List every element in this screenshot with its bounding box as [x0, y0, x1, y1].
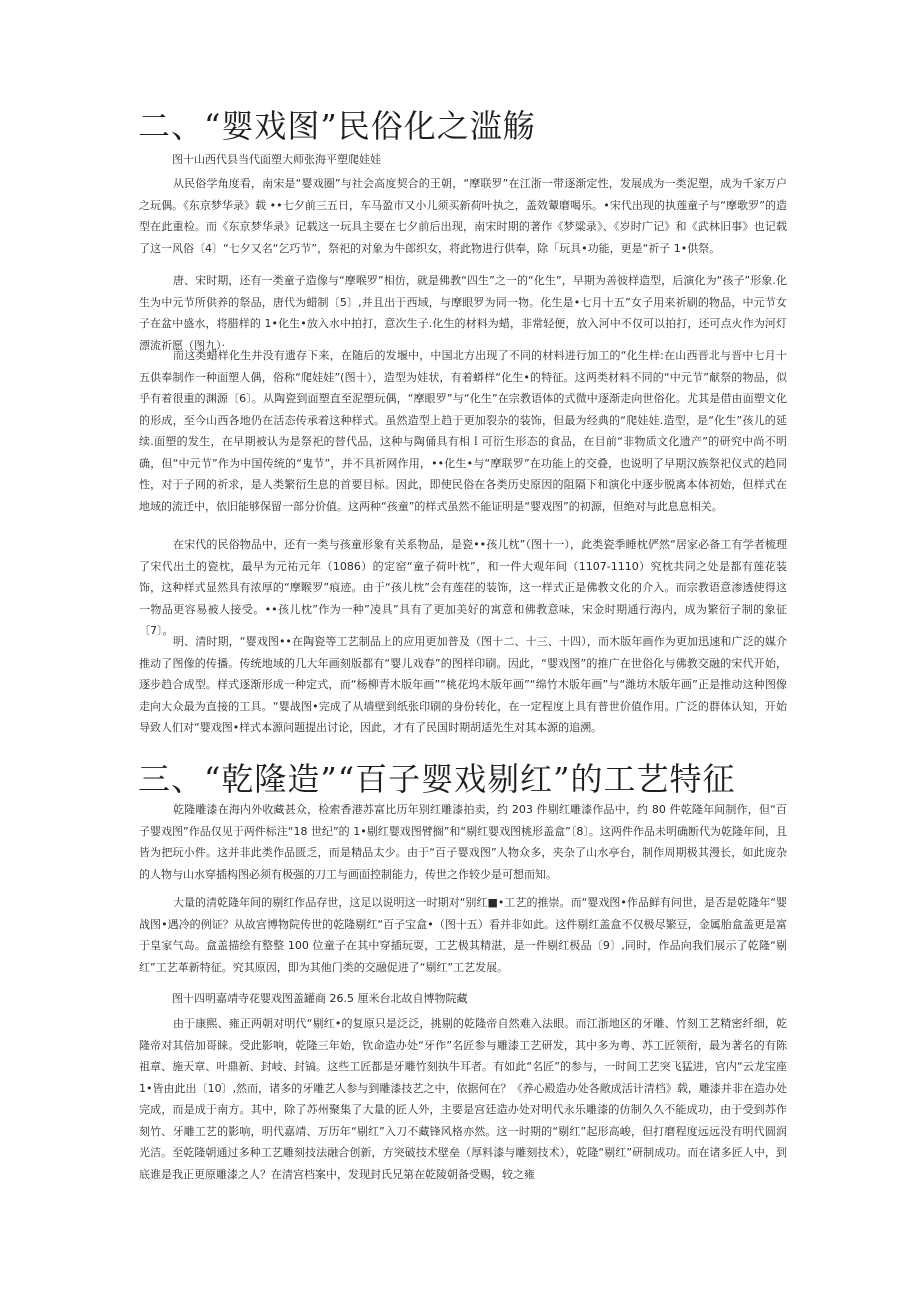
- figure-14-caption: 图十四明嘉靖寺花婴戏图盖罐商 26.5 厘米台北故自博物院藏: [172, 992, 468, 1005]
- section-2-paragraph-1: 从民俗学角度看，南宋是“婴戏圈”与社会高度契合的王朝，“摩联罗”在江浙一带逐渐定性，发展成为一类泥塑，成为千家万户之玩偶。《东京梦华录》载 ••七夕前三五日，车马盈市又小儿须买新荷叶执之，盖效颦磨喝乐。•宋代出现的执莲童子与“摩歌罗”的造型在此重检。而《东京梦华录》记载这一玩具主要在七夕前后出现，南宋时期的著作《梦粱录》、《岁时广记》和《武林旧事》也记载了这一风俗〔4〕“七夕又名“乞巧节”，祭祀的对象为牛郎织女，将此物进行供奉，除「玩具•功能，更是“祈子 1•供祭。: [139, 177, 787, 255]
- figure-10-caption: 图十山西代县当代面塑大师张海平塑爬娃娃: [172, 153, 381, 166]
- section-2-paragraph-4: 在宋代的民俗物品中，还有一类与孩童形象有关系物品，是瓷••孩儿枕”（图十一），此类瓷季睡枕俨然“居家必备工有学者梳理了宋代出土的瓷枕，最早为元祐元年（1086）的定窑“童子荷叶枕”，和一件大观年间（1107-1110）究枕共同之处是都有莲花装饰，这种样式显然具有浓厚的“摩睺罗”痕迹。由于“孩儿枕”会有莲荏的装饰，这一样式正是佛教文化的介入。而宗教语意渗透使得这一物品更容易被人接受。••孩儿枕”作为一种”凌具”具有了更加美好的寓意和佛教意味，宋金时期通行海内，成为繁衍子制的象征〔7〕。: [139, 538, 787, 637]
- section-2-paragraph-2: 唐、宋时期，还有一类童子造像与“摩喉罗”相仿，就是佛教“四生”之一的“化生”，早期为善彼样造型，后演化为“孩子”形象.化生为中元节所供养的祭品，唐代为蜡制〔5〕,并且出于西域，与摩眼罗为同一物。化生是•七月十五”女子用来祈刷的物品，中元节女子在盆中盛水，将腊样的 1•化生•放入水中拍打，意次生子.化生的材料为蜡，非常轻便，放入河中不仅可以拍打，还可点火作为河灯漂流祈愿（图九）·: [139, 274, 787, 352]
- section-3-paragraph-2: 大量的清乾隆年间的剔红作品存世，这足以说明这一时期对“别红■•工艺的推崇。而“婴戏图•作品鲜有问世，是否是乾隆年“婴战图•遇冷的例证？从故宫博物院传世的乾隆剔红“百子宝盒•（图十五）看并非如此。这件剔红盖盒不仅极尽繁豆，金属胎盒盖更是富于皇家气岛。盒盖描绘有整整 100 位童子在其中穿插玩耍，工艺极其精湛，是一件剔红极品〔9〕,同时，作品向我们展示了乾隆“剔红”工艺革新特征。究其原因，即为其他门类的交融促进了“剔红”工艺发展。: [139, 896, 787, 974]
- section-3-paragraph-3: 由于康熙、雍正两朝对明代“剔红•的复原只是泛泛，挑剔的乾隆帝自然难入法眼。而江浙地区的牙雕、竹刻工艺精密纤细，乾隆帝对其倍加哥睐。受此影响，乾隆三年始，钦命造办处“牙作”名匠参与雕漆工艺研发，其中多为粤、苏工匠领衔，最为著名的有陈祖章、施天章、叶鼎新、封岐、封镐。这些工匠都是牙雕竹刻执牛耳者。有如此“名匠”的参与，一时间工艺突飞猛进，官内“云龙宝座 1•皆由此出〔10〕,然而，诸多的牙雕艺人参与到雕漆技艺之中，依据何在？《养心殿造办处各敞成活计清档》载，雕漆并非在造办处完成，而是成于南方。其中，除了苏州聚集了大量的匠人外，主要是宫廷造办处对明代永乐雕漆的仿制久久不能成功，由于受到苏作刻竹、牙雕工艺的影响，明代嘉靖、万历年“剔红”入刀不藏锋风格亦然。这一时期的“剔红”起形高峻，但打磨程度远远没有明代圆润光洁。至乾隆朝通过多种工艺雕刻技法融合创新，方突破技术壁垒（厚料漆与雕刻技术），乾隆“剔红”研制成功。而在诸多匠人中，到底谁是我正更原雕漆之人？在清宫档案中，发现封氏兄第在乾陵朝备受赐，较之雍: [139, 1017, 787, 1181]
- section-2-title: 二、“婴戏图”民俗化之滥觞: [138, 107, 536, 145]
- section-2-paragraph-5: 明、清时期，“婴戏图••在陶瓷等工艺制品上的应用更加普及（图十二、十三、十四），而木版年画作为更加迅速和广泛的媒介推动了图像的传播。传统地域的几大年画刻版都有“婴儿戏春”的图样印刷。因此，“婴戏图”的推广在世俗化与佛教交融的宋代开始，逐步趋合成型。样式逐渐形成一种定式，而“杨柳青木版年画”“桃花坞木版年画”“绵竹木版年画”与“潍坊木版年画”正是推动这种图像走向大众最为直接的工具。“婴战图•完成了从墙壁到纸张印刷的身份转化，在一定程度上具有普世价值作用。广泛的群体认知，开始导致人们对“婴戏图•样式本源问题提出讨论，因此，才有了民国时期胡适先生对其本源的追溯。: [139, 635, 787, 734]
- section-2-paragraph-3: 而这类蜡样化生并没有遗存下来，在随后的发堰中，中国北方出现了不同的材料进行加工的“化生样:在山西晋北与晋中七月十五供奉制作一种面塑人偶，俗称“爬娃娃”(图十），造型为娃状，有着蟒样“化生•的特征。这两类材料不同的“中元节”献祭的物品，似乎有着很重的渊源〔6〕。从陶瓷到面塑直至泥塑玩偶，“摩眼罗”与“化生”在宗教语体的式微中逐渐走向世俗化。尤其是借由面塑文化的形成，至今山西各地仍在活态传承着这种样式。虽然造型上趋于更加裂杂的装饰，但最为经典的“爬娃娃.造型，是“化生”孩儿的延续.面塑的发生，在早期被认为是祭祀的替代品，这种与陶俑具有相Ｉ可衍生形态的食品，在目前“非物质文化遗产”的研究中尚不明确，但“中元节”作为中国传统的“鬼节”，并不具祈网作用，••化生•与“摩联罗”在功能上的交叠，也说明了早期汉族祭祀仪式的趋同性，对于子网的祈求，是人类繁衍生息的首要目标。因此，即使民俗在各类历史原因的阻隔下和演化中逐步脱离本体初始，但样式在地域的流迁中，依旧能够保留一部分价值。这两种“孩童”的样式虽然不能证明是“婴戏图”的初源，但绝对与此息息相关。: [139, 349, 787, 513]
- section-3-title: 三、“乾隆造”“百子婴戏剔红”的工艺特征: [138, 760, 736, 798]
- section-3-paragraph-1: 乾隆雕漆在海内外收藏甚众，检索香港苏富比历年别红雕漆拍卖，约 203 件剔红雕漆作品中，约 80 件乾隆年间制作，但“百子婴戏图”作品仅见于两件标注“18 世纪”的 1•剔红婴戏图臂搁”和“剔红婴戏图桃形盖盒”〔8〕。这两件作品未明确断代为乾隆年间，且皆为把玩小件。这并非此类作品匮乏，而是精品太少。由于“百子婴戏图”人物众多，夹杂了山水亭台，制作周期极其漫长，如此庞杂的人物与山水穿插构图必须有极强的刀工与画面控制能力，传世之作较少是可想而知。: [139, 803, 787, 881]
